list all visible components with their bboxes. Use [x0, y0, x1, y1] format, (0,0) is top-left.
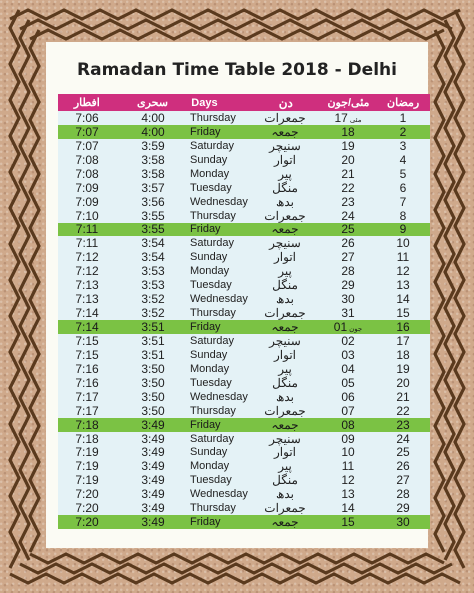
- gregorian-date: [320, 306, 376, 320]
- iftar-time: 7:12: [75, 250, 99, 265]
- sehri-time: 3:50: [141, 375, 165, 390]
- gregorian-date: [320, 445, 376, 459]
- ramzan-day: 24: [396, 431, 410, 446]
- table-row: [58, 362, 430, 376]
- day-name: Sunday: [190, 446, 228, 459]
- iftar-time: 7:17: [75, 403, 99, 418]
- table-row: [58, 236, 430, 250]
- urdu-day-name: اتوار: [273, 250, 296, 265]
- sehri-time: 3:59: [141, 138, 165, 153]
- urdu-day-name: پیر: [278, 459, 292, 474]
- iftar-time: 7:14: [75, 320, 99, 335]
- timetable: [58, 94, 430, 529]
- gregorian-date: [320, 501, 376, 515]
- sehri-time: 3:56: [141, 194, 165, 209]
- gregorian-date: [320, 334, 376, 348]
- sehri-time: 3:49: [141, 473, 165, 488]
- gregorian-date: [320, 278, 376, 292]
- sehri-time: 3:52: [141, 292, 165, 307]
- header-iftar: افطار: [73, 97, 100, 109]
- date-number: 31: [341, 306, 355, 321]
- urdu-day-name: جمعہ: [271, 320, 299, 335]
- gregorian-date: [320, 404, 376, 418]
- urdu-day-name: جمعہ: [271, 222, 299, 237]
- ramzan-day: 1: [399, 110, 407, 125]
- header-din: دن: [278, 95, 293, 110]
- date-number: 09: [341, 431, 355, 446]
- date-number: 23: [341, 194, 355, 209]
- date-number: 22: [341, 180, 355, 195]
- gregorian-date: [320, 195, 376, 209]
- day-name: Monday: [190, 167, 230, 180]
- iftar-time: 7:20: [75, 487, 99, 502]
- date-number: 13: [341, 487, 355, 502]
- day-name: Thursday: [190, 404, 236, 417]
- gregorian-date: [320, 432, 376, 446]
- date-number: 12: [341, 473, 355, 488]
- day-name: Tuesday: [190, 279, 232, 292]
- urdu-day-name: پیر: [278, 361, 292, 376]
- gregorian-date: [320, 362, 376, 376]
- table-row: [58, 501, 430, 515]
- urdu-day-name: بدھ: [275, 194, 295, 209]
- iftar-time: 7:14: [75, 306, 99, 321]
- day-name: Monday: [190, 460, 230, 473]
- table-row: [58, 446, 430, 460]
- table-row: [58, 418, 430, 432]
- ramzan-day: 29: [396, 501, 410, 516]
- urdu-day-name: اتوار: [273, 152, 296, 167]
- iftar-time: 7:19: [75, 473, 99, 488]
- date-number: 26: [341, 236, 355, 251]
- ramzan-day: 2: [399, 124, 407, 139]
- sehri-time: 3:53: [141, 264, 165, 279]
- day-name: Monday: [190, 362, 230, 375]
- urdu-day-name: جمعرات: [264, 110, 306, 125]
- table-row: [58, 209, 430, 223]
- gregorian-date: [320, 390, 376, 404]
- day-name: Saturday: [190, 432, 235, 445]
- table-row: [58, 292, 430, 306]
- table-row: [58, 487, 430, 501]
- header-days: Days: [191, 96, 218, 109]
- ramzan-day: 18: [396, 347, 410, 362]
- urdu-day-name: منگل: [272, 180, 298, 195]
- gregorian-date: [320, 111, 376, 125]
- ramzan-day: 19: [396, 361, 410, 376]
- date-number: 14: [341, 501, 355, 516]
- ramzan-day: 22: [396, 403, 410, 418]
- gregorian-date: [320, 348, 376, 362]
- gregorian-date: [320, 487, 376, 501]
- urdu-day-name: جمعہ: [271, 515, 299, 530]
- day-name: Tuesday: [190, 474, 232, 487]
- date-number: 25: [341, 222, 355, 237]
- page-title: Ramadan Time Table 2018 - Delhi: [77, 60, 397, 80]
- urdu-day-name: جمعرات: [264, 306, 306, 321]
- urdu-day-name: منگل: [272, 375, 298, 390]
- table-row: [58, 153, 430, 167]
- sehri-time: 3:49: [141, 431, 165, 446]
- sehri-time: 4:00: [141, 124, 165, 139]
- day-name: Wednesday: [190, 488, 248, 501]
- date-number: 20: [341, 152, 355, 167]
- iftar-time: 7:13: [75, 278, 99, 293]
- iftar-time: 7:09: [75, 194, 99, 209]
- urdu-day-name: سنیچر: [269, 138, 301, 153]
- ramzan-day: 16: [396, 320, 410, 335]
- iftar-time: 7:11: [75, 222, 99, 237]
- date-number: 19: [341, 138, 355, 153]
- table-row: [58, 348, 430, 362]
- urdu-day-name: جمعرات: [264, 501, 306, 516]
- ramzan-day: 13: [396, 278, 410, 293]
- day-name: Thursday: [190, 111, 236, 124]
- day-name: Tuesday: [190, 181, 232, 194]
- sehri-time: 3:50: [141, 389, 165, 404]
- day-name: Friday: [190, 321, 221, 334]
- table-row: [58, 320, 430, 334]
- table-row: [58, 264, 430, 278]
- iftar-time: 7:07: [75, 124, 99, 139]
- sehri-time: 3:54: [141, 250, 165, 265]
- iftar-time: 7:06: [75, 110, 99, 125]
- sehri-time: 3:53: [141, 278, 165, 293]
- table-row: [58, 167, 430, 181]
- iftar-time: 7:11: [75, 236, 99, 251]
- date-number: 01: [333, 320, 348, 335]
- table-row: [58, 250, 430, 264]
- table-row: [58, 473, 430, 487]
- table-row: [58, 125, 430, 139]
- date-number: 04: [341, 361, 355, 376]
- date-number: 21: [341, 166, 355, 181]
- ramzan-day: 8: [399, 208, 407, 223]
- gregorian-date: [320, 515, 376, 529]
- sehri-time: 3:51: [141, 333, 165, 348]
- iftar-time: 7:08: [75, 152, 99, 167]
- iftar-time: 7:07: [75, 138, 99, 153]
- gregorian-date: [320, 209, 376, 223]
- header-may-june: مئی/جون: [327, 97, 370, 109]
- header-sehri: سحری: [136, 97, 168, 109]
- iftar-time: 7:20: [75, 501, 99, 516]
- gregorian-date: [320, 167, 376, 181]
- ramzan-day: 6: [399, 180, 407, 195]
- urdu-day-name: جمعرات: [264, 208, 306, 223]
- header-ramzan: رمضان: [387, 97, 420, 109]
- ramzan-day: 25: [396, 445, 410, 460]
- date-number: 18: [341, 124, 355, 139]
- urdu-day-name: سنیچر: [269, 333, 301, 348]
- urdu-day-name: جمعرات: [264, 403, 306, 418]
- day-name: Friday: [190, 223, 221, 236]
- date-number: 11: [341, 459, 355, 474]
- sehri-time: 3:49: [141, 459, 165, 474]
- table-row: [58, 432, 430, 446]
- ramzan-day: 28: [396, 487, 410, 502]
- iftar-time: 7:18: [75, 431, 99, 446]
- urdu-day-name: منگل: [272, 278, 298, 293]
- iftar-time: 7:10: [75, 208, 99, 223]
- table-row: [58, 334, 430, 348]
- ramzan-day: 9: [399, 222, 407, 237]
- gregorian-date: [320, 292, 376, 306]
- urdu-day-name: جمعہ: [271, 124, 299, 139]
- month-mark: جون: [349, 326, 363, 334]
- urdu-day-name: پیر: [278, 166, 292, 181]
- sehri-time: 3:58: [141, 166, 165, 181]
- sehri-time: 3:49: [141, 515, 165, 530]
- urdu-day-name: منگل: [272, 473, 298, 488]
- day-name: Friday: [190, 516, 221, 529]
- table-row: [58, 404, 430, 418]
- day-name: Tuesday: [190, 376, 232, 389]
- sehri-time: 3:55: [141, 222, 165, 237]
- day-name: Sunday: [190, 153, 228, 166]
- urdu-day-name: بدھ: [275, 292, 295, 307]
- day-name: Saturday: [190, 139, 235, 152]
- day-name: Sunday: [190, 251, 228, 264]
- table-row: [58, 459, 430, 473]
- table-row: [58, 376, 430, 390]
- urdu-day-name: بدھ: [275, 487, 295, 502]
- ramzan-day: 12: [396, 264, 410, 279]
- date-number: 05: [341, 375, 355, 390]
- table-row: [58, 195, 430, 209]
- date-number: 02: [341, 333, 355, 348]
- ramzan-day: 26: [396, 459, 410, 474]
- gregorian-date: [320, 376, 376, 390]
- gregorian-date: [320, 264, 376, 278]
- table-row: [58, 181, 430, 195]
- iftar-time: 7:12: [75, 264, 99, 279]
- iftar-time: 7:18: [75, 417, 99, 432]
- table-row: [58, 515, 430, 529]
- date-number: 28: [341, 264, 355, 279]
- ramzan-day: 3: [399, 138, 407, 153]
- iftar-time: 7:15: [75, 347, 99, 362]
- gregorian-date: [320, 473, 376, 487]
- sehri-time: 3:49: [141, 501, 165, 516]
- day-name: Wednesday: [190, 390, 248, 403]
- table-body: [58, 111, 430, 529]
- table-row: [58, 139, 430, 153]
- urdu-day-name: اتوار: [273, 347, 296, 362]
- date-number: 17: [334, 110, 348, 125]
- date-number: 24: [341, 208, 355, 223]
- gregorian-date: [320, 320, 376, 334]
- day-name: Thursday: [190, 502, 236, 515]
- sehri-time: 3:54: [141, 236, 165, 251]
- date-number: 03: [341, 347, 355, 362]
- table-row: [58, 223, 430, 237]
- date-number: 08: [341, 417, 355, 432]
- urdu-day-name: سنیچر: [269, 431, 301, 446]
- iftar-time: 7:16: [75, 375, 99, 390]
- gregorian-date: [320, 181, 376, 195]
- sehri-time: 3:49: [141, 445, 165, 460]
- day-name: Saturday: [190, 237, 235, 250]
- ramzan-day: 17: [396, 333, 410, 348]
- sehri-time: 4:00: [141, 110, 165, 125]
- gregorian-date: [320, 236, 376, 250]
- urdu-day-name: جمعہ: [271, 417, 299, 432]
- ramzan-day: 11: [396, 250, 410, 265]
- sehri-time: 3:58: [141, 152, 165, 167]
- month-mark: مئی: [349, 116, 362, 124]
- iftar-time: 7:08: [75, 166, 99, 181]
- timetable-card: [46, 42, 428, 548]
- gregorian-date: [320, 250, 376, 264]
- ramzan-day: 21: [396, 389, 410, 404]
- iftar-time: 7:20: [75, 515, 99, 530]
- sehri-time: 3:52: [141, 306, 165, 321]
- ramzan-day: 23: [396, 417, 410, 432]
- sehri-time: 3:51: [141, 320, 165, 335]
- day-name: Wednesday: [190, 293, 248, 306]
- iftar-time: 7:09: [75, 180, 99, 195]
- ramzan-day: 14: [396, 292, 410, 307]
- ramzan-day: 4: [399, 152, 407, 167]
- gregorian-date: [320, 418, 376, 432]
- table-row: [58, 111, 430, 125]
- day-name: Sunday: [190, 348, 228, 361]
- sehri-time: 3:57: [141, 180, 165, 195]
- table-row: [58, 278, 430, 292]
- sehri-time: 3:49: [141, 417, 165, 432]
- sehri-time: 3:50: [141, 403, 165, 418]
- ramzan-day: 7: [399, 194, 407, 209]
- iftar-time: 7:17: [75, 389, 99, 404]
- date-number: 27: [341, 250, 355, 265]
- date-number: 07: [341, 403, 355, 418]
- iftar-time: 7:16: [75, 361, 99, 376]
- iftar-time: 7:19: [75, 445, 99, 460]
- gregorian-date: [320, 459, 376, 473]
- day-name: Thursday: [190, 209, 236, 222]
- iftar-time: 7:13: [75, 292, 99, 307]
- ramzan-day: 30: [396, 515, 410, 530]
- ramzan-day: 20: [396, 375, 410, 390]
- urdu-day-name: اتوار: [273, 445, 296, 460]
- table-row: [58, 390, 430, 404]
- gregorian-date: [320, 125, 376, 139]
- gregorian-date: [320, 153, 376, 167]
- gregorian-date: [320, 222, 376, 236]
- urdu-day-name: پیر: [278, 264, 292, 279]
- sehri-time: 3:55: [141, 208, 165, 223]
- gregorian-date: [320, 139, 376, 153]
- sehri-time: 3:49: [141, 487, 165, 502]
- ramzan-day: 5: [399, 166, 407, 181]
- iftar-time: 7:19: [75, 459, 99, 474]
- day-name: Monday: [190, 265, 230, 278]
- sehri-time: 3:51: [141, 347, 165, 362]
- ramzan-day: 10: [396, 236, 410, 251]
- date-number: 06: [341, 389, 355, 404]
- day-name: Friday: [190, 418, 221, 431]
- day-name: Friday: [190, 125, 221, 138]
- date-number: 10: [341, 445, 355, 460]
- table-header: [58, 94, 430, 111]
- date-number: 30: [341, 292, 355, 307]
- urdu-day-name: بدھ: [275, 389, 295, 404]
- day-name: Saturday: [190, 334, 235, 347]
- table-row: [58, 306, 430, 320]
- date-number: 15: [341, 515, 355, 530]
- day-name: Wednesday: [190, 195, 248, 208]
- day-name: Thursday: [190, 307, 236, 320]
- sehri-time: 3:50: [141, 361, 165, 376]
- ramzan-day: 15: [396, 306, 410, 321]
- iftar-time: 7:15: [75, 333, 99, 348]
- ramzan-day: 27: [396, 473, 410, 488]
- date-number: 29: [341, 278, 355, 293]
- urdu-day-name: سنیچر: [269, 236, 301, 251]
